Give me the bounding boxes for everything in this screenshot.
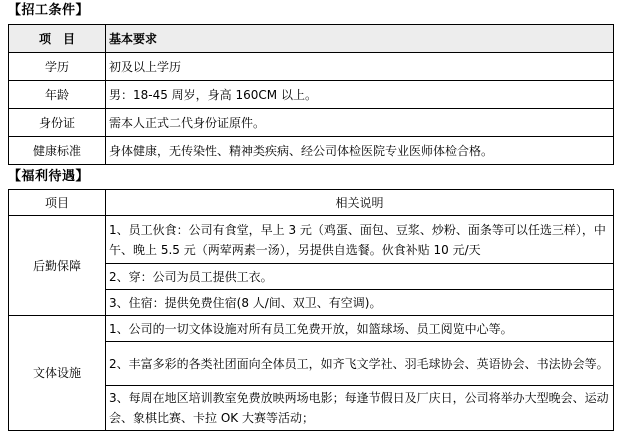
row-label: 健康标准 <box>9 137 106 165</box>
recruit-section-title: 【招工条件】 <box>8 3 90 18</box>
table-header-row <box>9 190 614 216</box>
culture-item: 3、每周在地区培训教室免费放映两场电影；每逢节假日及厂庆日，公司将举办大型晚会、运动会、象棋比赛、卡拉 OK 大赛等活动； <box>106 386 614 431</box>
header-item: 项目 <box>9 190 106 216</box>
row-value: 初及以上学历 <box>106 53 614 81</box>
culture-item: 2、丰富多彩的各类社团面向全体员工，如齐飞文学社、羽毛球协会、英语协会、书法协会等。 <box>106 342 614 386</box>
culture-label: 文体设施 <box>9 316 106 431</box>
logistics-label: 后勤保障 <box>9 216 106 316</box>
table-header-row <box>9 25 614 53</box>
welfare-section-title: 【福利待遇】 <box>8 169 90 184</box>
recruit-conditions-table <box>8 24 614 165</box>
header-item: 项 目 <box>9 25 106 53</box>
row-value: 需本人正式二代身份证原件。 <box>106 109 614 137</box>
header-description: 相关说明 <box>106 190 614 216</box>
row-label: 学历 <box>9 53 106 81</box>
table-row <box>9 216 614 264</box>
row-value: 男：18-45 周岁，身高 160CM 以上。 <box>106 81 614 109</box>
header-requirement: 基本要求 <box>106 25 614 53</box>
row-value: 身体健康，无传染性、精神类疾病、经公司体检医院专业医师体检合格。 <box>106 137 614 165</box>
culture-item: 1、公司的一切文体设施对所有员工免费开放，如篮球场、员工阅览中心等。 <box>106 316 614 342</box>
table-row <box>9 316 614 342</box>
logistics-item: 1、员工伙食：公司有食堂，早上 3 元（鸡蛋、面包、豆浆、炒粉、面条等可以任选三样），中午、晚上 5.5 元（两荤两素一汤），另提供自选餐。伙食补贴 10 元/天 <box>106 216 614 264</box>
table-row <box>9 137 614 165</box>
row-label: 身份证 <box>9 109 106 137</box>
logistics-item: 3、住宿：提供免费住宿(8 人/间、双卫、有空调)。 <box>106 290 614 316</box>
welfare-table <box>8 189 614 431</box>
logistics-item: 2、穿：公司为员工提供工衣。 <box>106 264 614 290</box>
table-row <box>9 109 614 137</box>
table-row <box>9 53 614 81</box>
row-label: 年龄 <box>9 81 106 109</box>
table-row <box>9 81 614 109</box>
